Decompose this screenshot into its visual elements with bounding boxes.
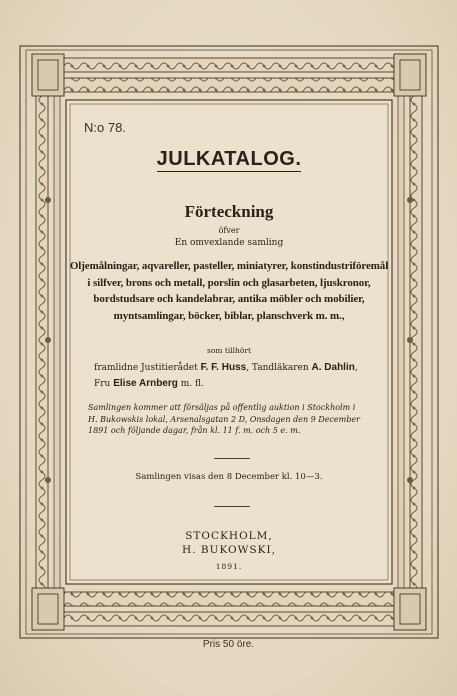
auction-notice xyxy=(76,402,390,437)
subtitle-over: öfver xyxy=(218,226,240,235)
collection-description xyxy=(68,258,390,324)
price-label: Pris 50 öre. xyxy=(202,639,255,650)
divider xyxy=(214,458,250,459)
notice-line: H. Bukowskis lokal, Arsenalsgatan 2 D, Onsdagen den 9 December xyxy=(88,414,360,424)
description-line: bordstudsare och kandelabrar, antika möbler och mobilier, xyxy=(93,293,365,305)
owner-name: Elise Arnberg xyxy=(113,378,178,389)
description-line: myntsamlingar, böcker, biblar, planschverk m. m., xyxy=(113,309,345,322)
notice-line: Samlingen kommer att försäljas på offentlig auktion i Stockholm i xyxy=(88,403,356,412)
owned-by-label: som tillhört xyxy=(206,346,251,355)
owner-name: A. Dahlin xyxy=(311,362,355,373)
publisher-name: H. BUKOWSKI, xyxy=(182,544,276,556)
notice-line: 1891 och följande dagar, från kl. 11 f. m. och 5 e. m. xyxy=(88,426,301,435)
catalog-title: JULKATALOG. xyxy=(156,148,302,170)
catalog-number: N:o 78. xyxy=(84,120,126,135)
owners-line-1: framlidne Justitierådet F. F. Huss, Tandläkaren A. Dahlin, xyxy=(94,362,358,373)
owner-name: F. F. Huss xyxy=(200,362,247,373)
divider xyxy=(214,506,250,507)
cover-content xyxy=(68,112,390,582)
owners-list xyxy=(74,360,390,392)
subtitle-collection: En omvexlande samling xyxy=(174,238,284,248)
publisher-city: STOCKHOLM, xyxy=(185,530,273,542)
description-line: Oljemålningar, aqvareller, pasteller, miniatyrer, konstindustriföremål xyxy=(69,260,389,272)
viewing-info: Samlingen visas den 8 December kl. 10—3. xyxy=(135,472,323,482)
publication-year: 1891. xyxy=(215,562,243,571)
subtitle-main: Förteckning xyxy=(184,202,274,221)
owners-line-2: Fru Elise Arnberg m. fl. xyxy=(94,378,204,389)
description-line: i silfver, brons och metall, porslin och glasarbeten, ljuskronor, xyxy=(87,276,371,289)
